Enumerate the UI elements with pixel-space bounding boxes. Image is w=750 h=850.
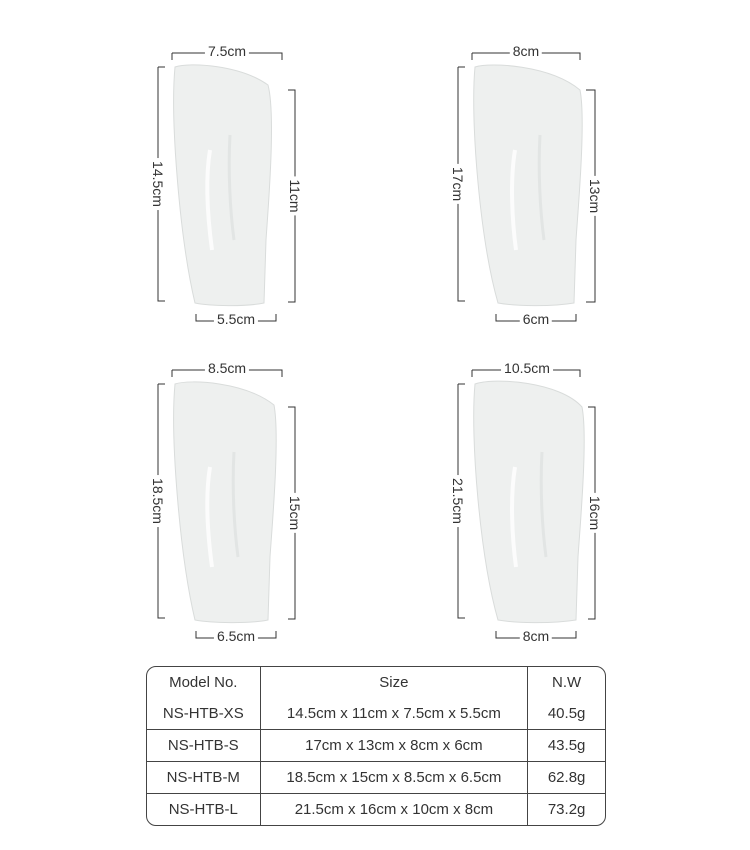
left-height-label: 21.5cm — [450, 475, 466, 527]
cell-size: 17cm x 13cm x 8cm x 6cm — [261, 730, 529, 762]
bottom-width-label: 5.5cm — [214, 311, 258, 327]
top-width-label: 8cm — [510, 43, 542, 59]
cell-model: NS-HTB-XS — [147, 698, 261, 730]
table-row — [147, 762, 605, 794]
cell-model: NS-HTB-M — [147, 762, 261, 794]
right-height-label: 11cm — [287, 176, 303, 215]
top-width-label: 10.5cm — [501, 360, 553, 376]
guard-panel-m — [150, 357, 450, 657]
cell-weight: 73.2g — [547, 801, 586, 818]
bottom-width-label: 8cm — [520, 628, 552, 644]
left-height-label: 17cm — [450, 164, 466, 204]
table-row — [147, 698, 605, 730]
left-height-label: 18.5cm — [150, 475, 166, 527]
left-height-label: 14.5cm — [150, 158, 166, 210]
cell-model: NS-HTB-S — [147, 730, 261, 762]
bottom-width-label: 6cm — [520, 311, 552, 327]
guard-panel-xs — [150, 40, 450, 340]
cell-model: NS-HTB-L — [147, 794, 261, 825]
right-height-label: 15cm — [287, 493, 303, 533]
table-row — [147, 730, 605, 762]
cell-size: 18.5cm x 15cm x 8.5cm x 6.5cm — [261, 762, 529, 794]
table-row — [147, 794, 605, 825]
header-weight: N.W — [552, 674, 582, 691]
guard-panel-s — [450, 40, 750, 340]
top-width-label: 7.5cm — [205, 43, 249, 59]
cell-weight: 43.5g — [528, 730, 605, 762]
guard-panel-l — [450, 357, 750, 657]
cell-weight: 40.5g — [528, 698, 605, 730]
bottom-width-label: 6.5cm — [214, 628, 258, 644]
top-width-label: 8.5cm — [205, 360, 249, 376]
header-model: Model No. — [147, 667, 261, 698]
right-height-label: 13cm — [587, 176, 603, 216]
table-header-row — [147, 667, 605, 698]
cell-size: 14.5cm x 11cm x 7.5cm x 5.5cm — [261, 698, 529, 730]
right-height-label: 16cm — [587, 493, 603, 533]
cell-weight: 62.8g — [528, 762, 605, 794]
cell-size: 21.5cm x 16cm x 10cm x 8cm — [261, 794, 529, 825]
header-size: Size — [261, 667, 529, 698]
size-spec-table — [146, 666, 606, 826]
